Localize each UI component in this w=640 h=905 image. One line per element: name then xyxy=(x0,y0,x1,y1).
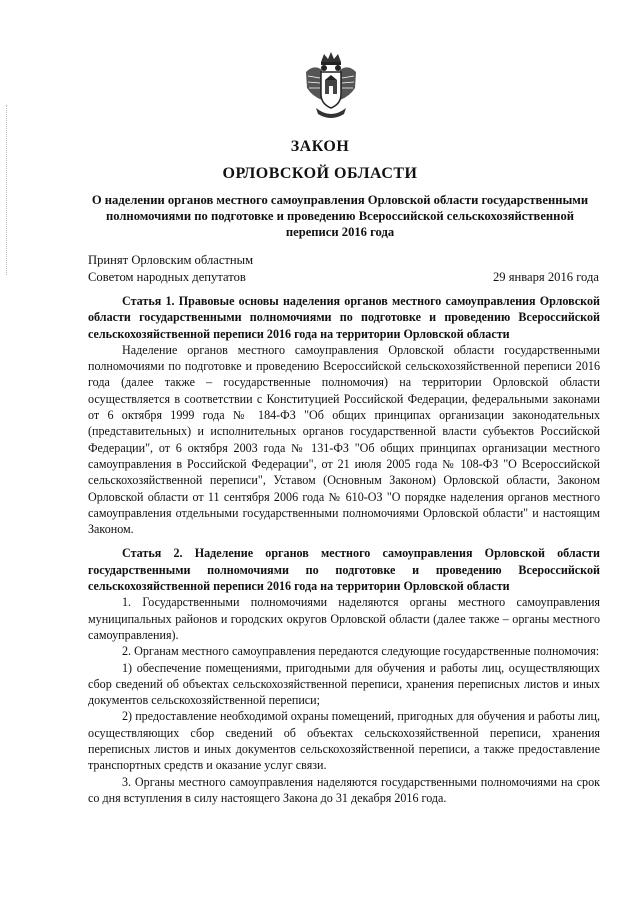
adoption-line: Принят Орловским областным xyxy=(88,253,254,267)
article-paragraph: Наделение органов местного самоуправления Орловской области государственными полномочиями по подготовке и проведению Всероссийской сельскохозяйственной переписи 2016 года (далее также – государственные полномочия) на территории Орловской области осуществляется в соответствии с Конституцией Российской Федерации, федеральными законами от 6 октября 1999 года № 184-ФЗ "Об общих принципах организации законодательных (представительных) и исполнительных органов государственной власти субъектов Российской Федерации", от 6 октября 2003 года № 131-ФЗ "Об общих принципах организации местного самоуправления в Российской Федерации", от 21 июля 2005 года № 108-ФЗ "О Всероссийской сельскохозяйственной переписи", Уставом (Основным Законом) Орловской области, Законом Орловской области от 11 сентября 2006 года № 610-ОЗ "О порядке наделения органов местного самоуправления отдельными государственными полномочиями Орловской области" и настоящим Законом. xyxy=(88,342,600,537)
article-heading: Статья 2. Наделение органов местного самоуправления Орловской области государственными полномочиями по подготовке и проведению Всероссийской сельскохозяйственной переписи 2016 года на территории Орловской области xyxy=(88,546,600,594)
scan-margin-mark xyxy=(6,105,8,275)
document-region: ОРЛОВСКОЙ ОБЛАСТИ xyxy=(222,165,418,182)
article-paragraph: 1) обеспечение помещениями, пригодными для обучения и работы лиц, осуществляющих сбор сведений об объектах сельскохозяйственной переписи, хранения переписных листов и иных документов сельскохозяйственной переписи; xyxy=(88,660,600,708)
article-heading: Статья 1. Правовые основы наделения органов местного самоуправления Орловской области государственными полномочиями по подготовке и проведению Всероссийской сельскохозяйственной переписи 2016 года на территории Орловской области xyxy=(88,294,600,341)
document-title: ЗАКОН xyxy=(290,138,350,155)
adoption-block xyxy=(88,252,253,286)
adoption-line: Советом народных депутатов xyxy=(88,270,246,284)
article-paragraph: 2. Органам местного самоуправления передаются следующие государственные полномочия: xyxy=(122,644,600,659)
article-paragraph: 2) предоставление необходимой охраны помещений, пригодных для обучения и работы лиц, осуществляющих сбор сведений об объектах сельскохозяйственной переписи, хранения переписных листов и иных документов сельскохозяйственной переписи, а также предоставление транспортных средств и оказание услуг связи. xyxy=(88,709,600,773)
coat-of-arms-icon xyxy=(304,50,358,122)
law-body xyxy=(88,293,600,806)
adoption-date: 29 января 2016 года xyxy=(492,270,599,284)
article-paragraph: 3. Органы местного самоуправления наделяются государственными полномочиями на срок со дня вступления в силу настоящего Закона до 31 декабря 2016 года. xyxy=(88,774,600,805)
article-paragraph: 1. Государственными полномочиями наделяются органы местного самоуправления муниципальных районов и городских округов Орловской области (далее также – органы местного самоуправления). xyxy=(88,595,600,642)
law-subject: О наделении органов местного самоуправления Орловской области государственными полномочиями по подготовке и проведению Всероссийской сельскохозяйственной переписи 2016 года xyxy=(91,193,589,239)
